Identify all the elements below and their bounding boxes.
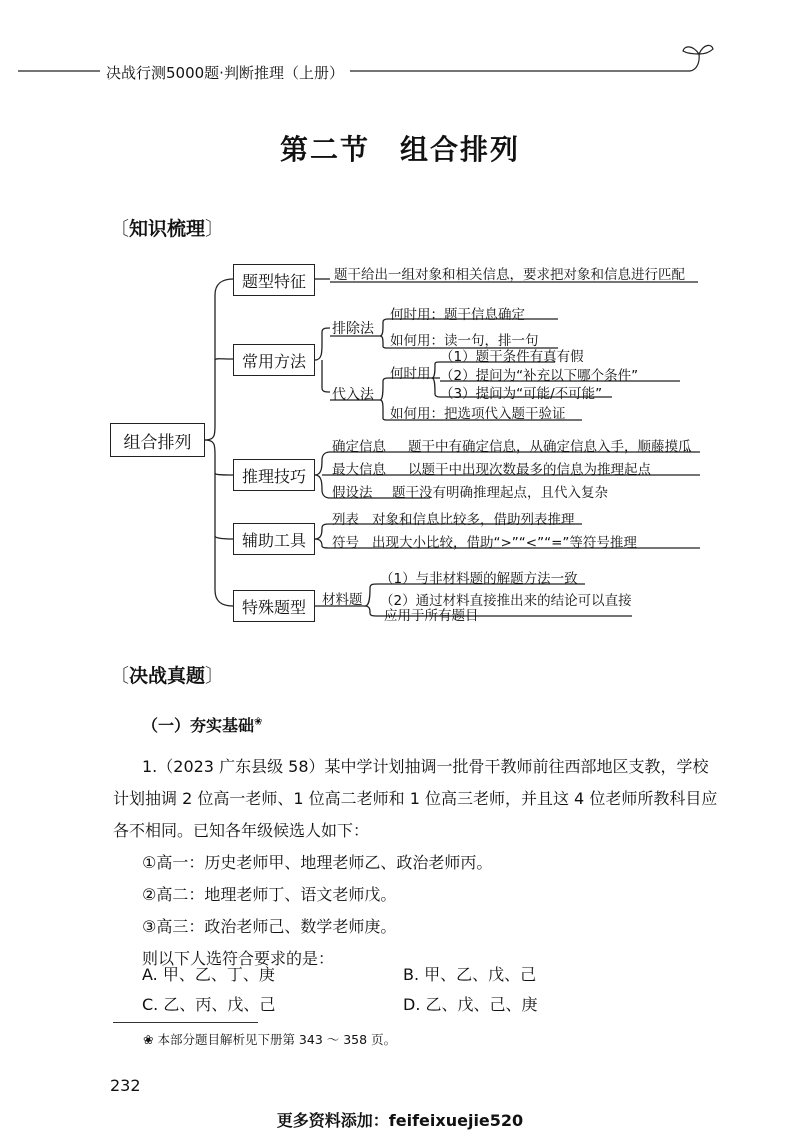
option-b: B. 甲、乙、戊、己 [403,965,537,984]
substitution-when-label: 何时用 [390,366,431,382]
substitution-how: 如何用：把选项代入题干验证 [390,406,566,422]
option-a: A. 甲、乙、丁、庚 [142,965,275,984]
section-title: 第二节 组合排列 [279,133,520,166]
footnote: ❀ 本部分题目解析见下册第 343 ～ 358 页。 [143,1032,397,1047]
watermark-text: 更多资料添加：feifeixuejie520 [276,1111,524,1130]
method-substitution-label: 代入法 [332,387,374,403]
tool-text: 出现大小比较，借助“>”“<”“=”等符号推理 [372,535,637,551]
material-item: 应用于所有题目 [384,608,479,624]
exam-heading: 〔决战真题〕 [110,665,225,687]
flower-icon: ❀ [143,1032,158,1047]
material-item: （1）与非材料题的解题方法一致 [380,571,578,587]
material-item: （2）通过材料直接推出来的结论可以直接 [380,593,632,609]
branch-special-types: 特殊题型 [233,590,315,622]
question-condition: ①高一：历史老师甲、地理老师乙、政治老师丙。 [142,853,493,872]
material-label: 材料题 [322,592,363,608]
question-condition: ③高三：政治老师己、数学老师庚。 [142,917,397,936]
book-title: 决战行测5000题·判断推理（上册） [100,62,350,83]
skill-name: 最大信息 [332,462,386,478]
mindmap-root: 组合排列 [110,423,205,457]
question-ask: 则以下人选符合要求的是： [142,949,335,968]
page-number: 232 [110,1076,141,1095]
branch-reasoning-skills: 推理技巧 [233,459,315,491]
option-d: D. 乙、戊、己、庚 [403,995,538,1014]
branch-type-features: 题型特征 [233,264,315,296]
skill-text: 以题干中出现次数最多的信息为推理起点 [408,462,651,478]
question-line: 各不相同。已知各年级候选人如下： [113,821,370,840]
question-line: 1.（2023 广东县级 58）某中学计划抽调一批骨干教师前往西部地区支教，学校 [142,757,709,776]
sprout-icon [683,45,713,54]
option-c: C. 乙、丙、戊、己 [142,995,276,1014]
skill-name: 假设法 [332,485,373,501]
flower-icon: ❀ [254,716,263,728]
skill-text: 题干中有确定信息，从确定信息入手，顺藤摸瓜 [408,439,692,455]
knowledge-heading: 〔知识梳理〕 [110,218,225,240]
skill-text: 题干没有明确推理起点，且代入复杂 [392,485,608,501]
knowledge-mindmap [0,240,800,640]
question-condition: ②高二：地理老师丁、语文老师戊。 [142,885,397,904]
substitution-when-item: （3）提问为“可能/不可能” [440,386,603,402]
skill-name: 确定信息 [332,439,386,455]
tool-name: 列表 [332,512,359,528]
exam-subheading: （一）夯实基础❀ [142,716,263,735]
substitution-when-item: （1）题干条件有真有假 [440,349,584,365]
elimination-how: 如何用：读一句，排一句 [390,333,539,349]
tool-name: 符号 [332,535,359,551]
question-line: 计划抽调 2 位高一老师、1 位高二老师和 1 位高三老师，并且这 4 位老师所教科目应 [113,789,718,808]
footnote-rule [113,1022,258,1023]
elimination-when: 何时用：题干信息确定 [390,307,525,323]
tool-text: 对象和信息比较多，借助列表推理 [372,512,575,528]
method-elimination-label: 排除法 [332,321,374,337]
substitution-when-item: （2）提问为“补充以下哪个条件” [440,368,639,384]
branch-aux-tools: 辅助工具 [233,523,315,555]
type-features-text: 题干给出一组对象和相关信息，要求把对象和信息进行匹配 [334,267,685,283]
branch-common-methods: 常用方法 [233,344,315,376]
